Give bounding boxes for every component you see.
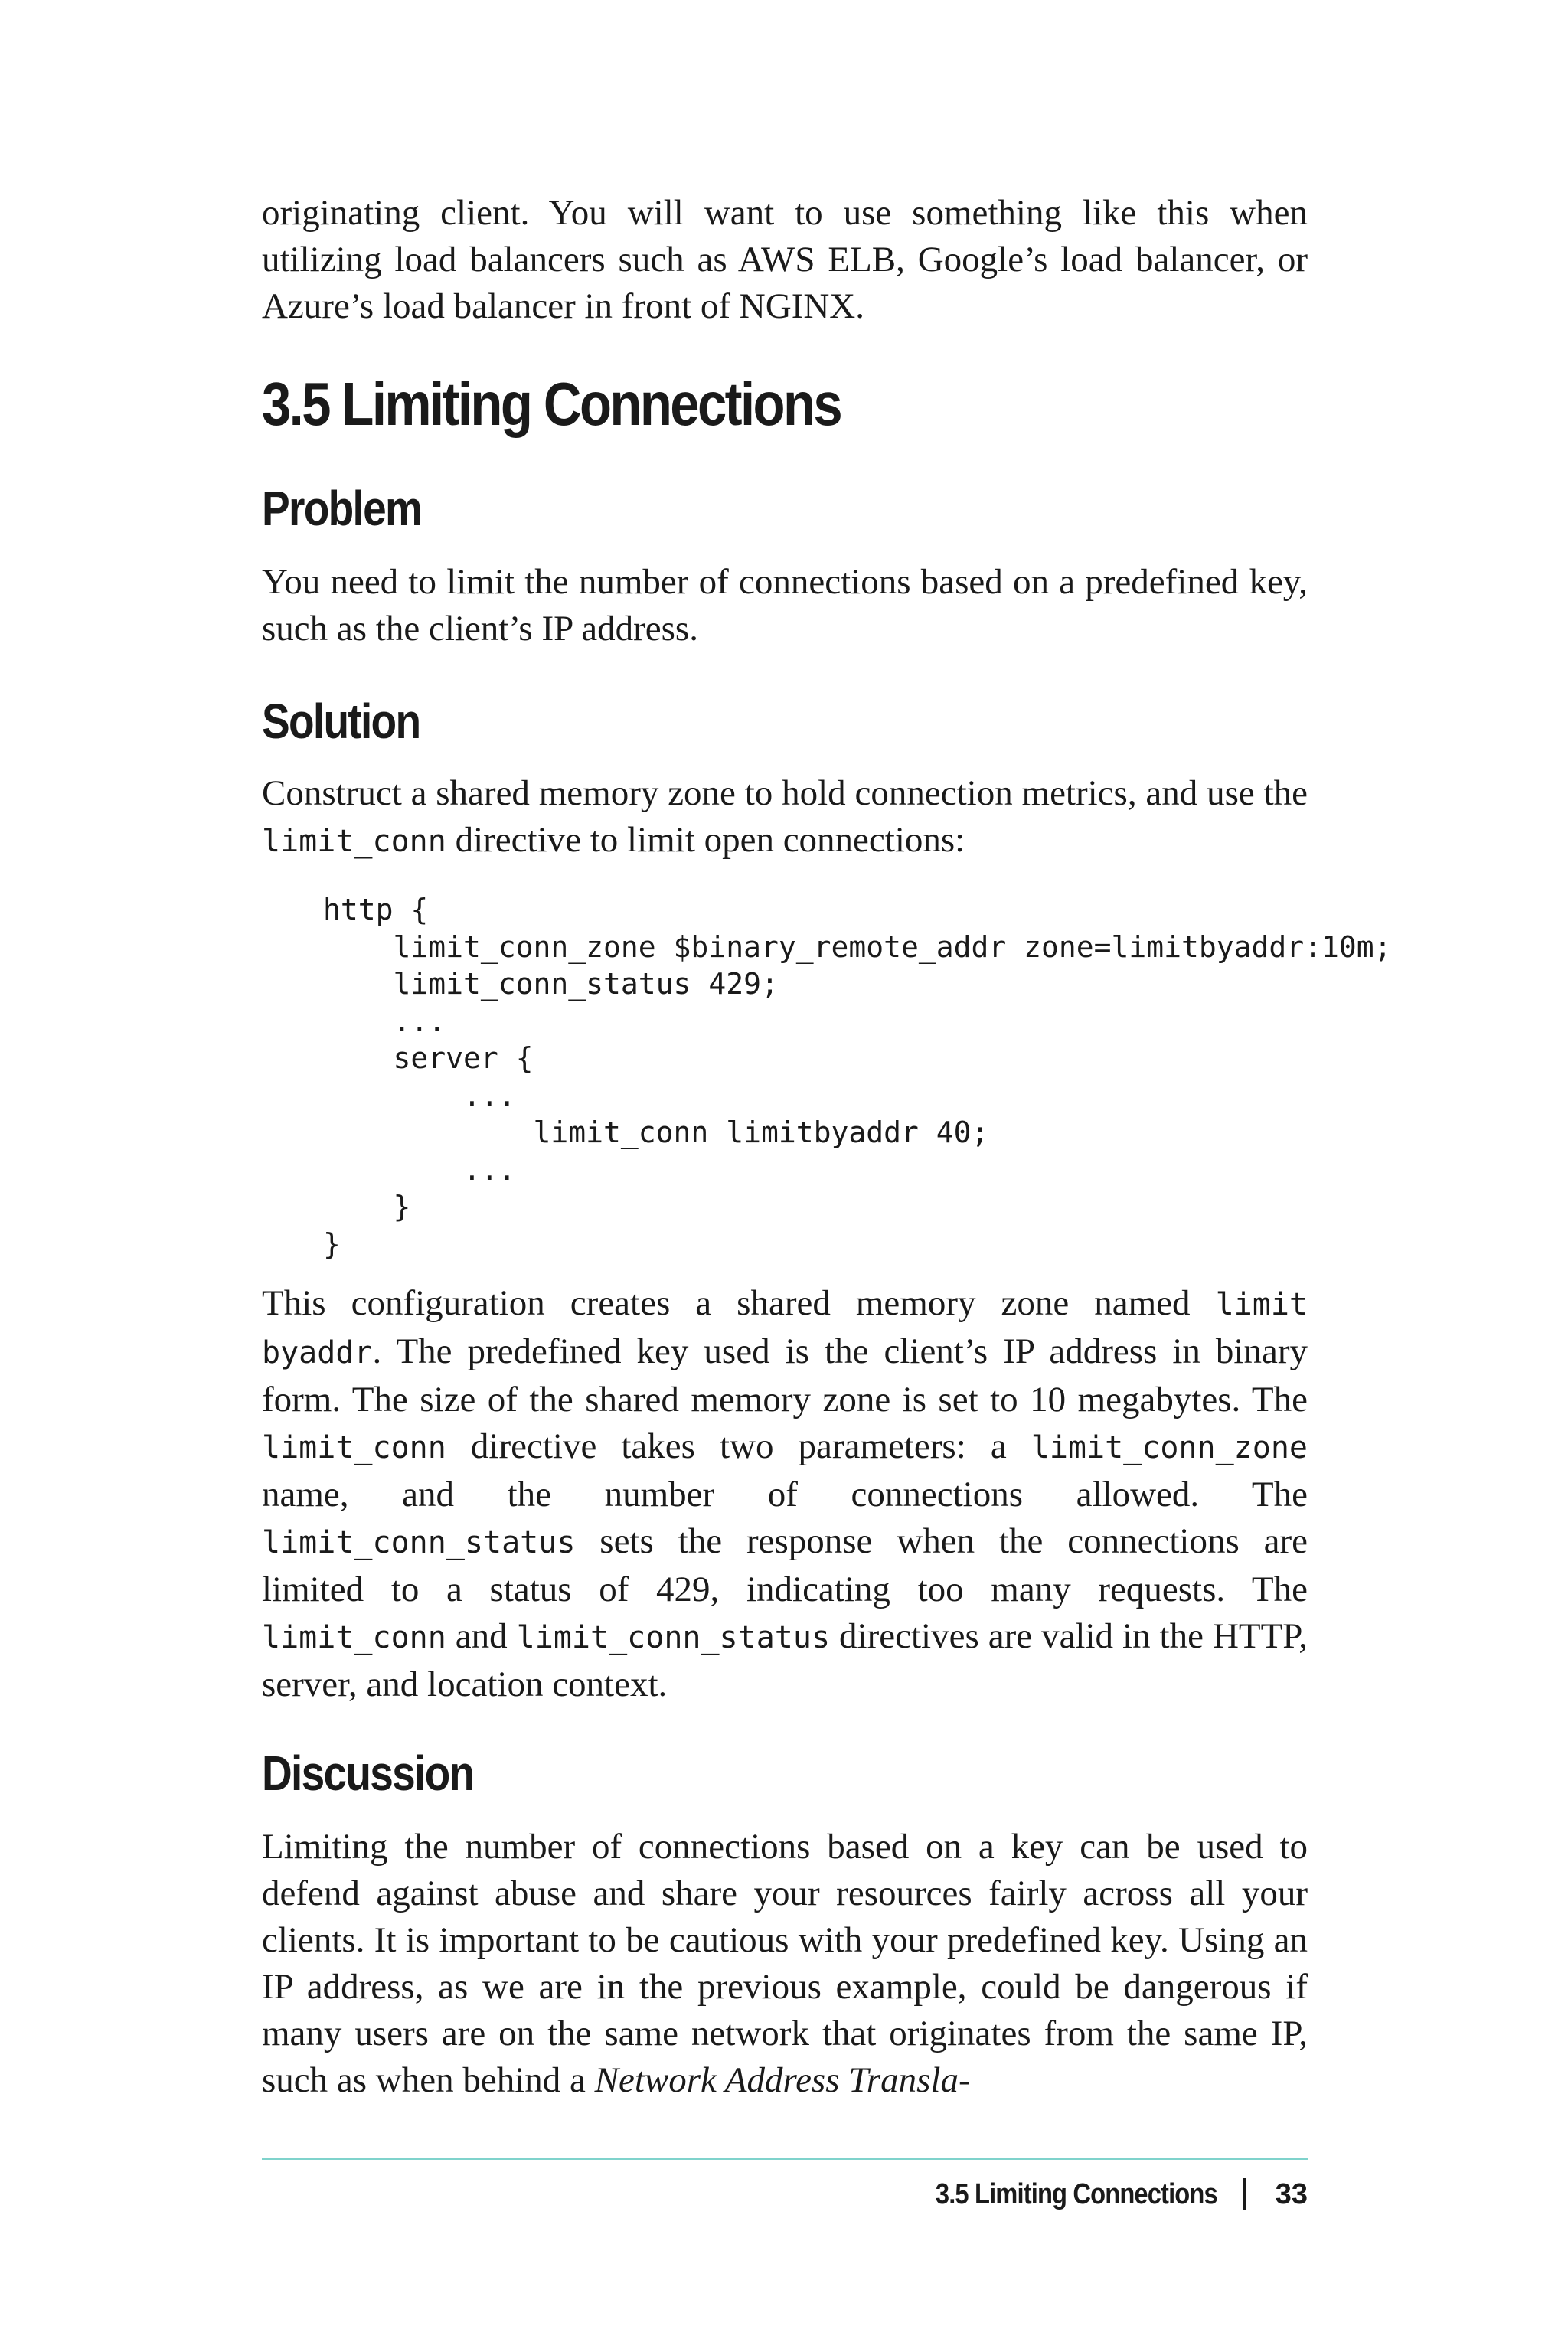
config-text: . The predefined key used is the client’s IP address in binary form. The size of the shared memory zone is set to 10 megabytes. The bbox=[262, 1331, 1308, 1419]
inline-code-limitbyaddr: limit byaddr bbox=[262, 1287, 1308, 1370]
page-footer bbox=[890, 2171, 1308, 2217]
inline-code-limit-conn: limit_conn bbox=[262, 824, 446, 859]
intro-paragraph: originating client. You will want to use something like this when utilizing load balancers such as AWS ELB, Google’s load balancer, or Azure’s load balancer in front of NGINX. bbox=[262, 193, 1308, 326]
inline-code-limit-conn: limit_conn bbox=[262, 1430, 446, 1465]
footer-divider bbox=[262, 2158, 1308, 2160]
problem-paragraph: You need to limit the number of connections based on a predefined key, such as the client’s IP address. bbox=[262, 562, 1308, 648]
solution-heading: Solution bbox=[262, 694, 420, 749]
inline-code-limit-conn-status: limit_conn_status bbox=[262, 1525, 576, 1560]
section-title: 3.5 Limiting Connections bbox=[262, 370, 841, 438]
solution-text-after: directive to limit open connections: bbox=[446, 820, 965, 860]
config-text: directives are valid in the HTTP, server, and location context. bbox=[262, 1616, 1308, 1704]
config-text: sets the response when the connections are limited to a status of 429, indicating too many requests. The bbox=[262, 1521, 1308, 1609]
config-text: and bbox=[446, 1616, 517, 1656]
discussion-italic-term: Network Address Transla- bbox=[594, 2060, 971, 2100]
discussion-paragraph bbox=[262, 1824, 1308, 2104]
discussion-heading: Discussion bbox=[262, 1746, 474, 1801]
config-text: name, and the number of connections allowed. The bbox=[262, 1475, 1308, 1514]
discussion-text: Limiting the number of connections based on a key can be used to defend against abuse and share your resources fairly across all your clients. It is important to be cautious with your predefined key. Using an IP address, as we are in the previous example, could be dangerous if many users are on the same network that originates from the same IP, such as when behind a bbox=[262, 1827, 1308, 2100]
inline-code-limit-conn: limit_conn bbox=[262, 1620, 446, 1655]
page-number: 33 bbox=[1275, 2177, 1308, 2210]
solution-paragraph bbox=[262, 770, 1308, 865]
inline-code-limit-conn-zone: limit_conn_zone bbox=[1031, 1430, 1308, 1465]
inline-code-limit-conn-status: limit_conn_status bbox=[516, 1620, 831, 1655]
config-text: This configuration creates a shared memory zone named bbox=[262, 1283, 1216, 1323]
running-title: 3.5 Limiting Connections bbox=[935, 2177, 1217, 2210]
footer-separator bbox=[1243, 2178, 1246, 2210]
problem-heading: Problem bbox=[262, 481, 422, 536]
code-block: http { limit_conn_zone $binary_remote_addr zone=limitbyaddr:10m; limit_conn_status 429; ... server { ... limit_conn limitbyaddr 40; ... } } bbox=[323, 893, 1392, 1261]
config-text: directive takes two parameters: a bbox=[446, 1426, 1031, 1466]
config-explanation-paragraph bbox=[262, 1280, 1308, 1708]
solution-text-before: Construct a shared memory zone to hold connection metrics, and use the bbox=[262, 773, 1308, 813]
